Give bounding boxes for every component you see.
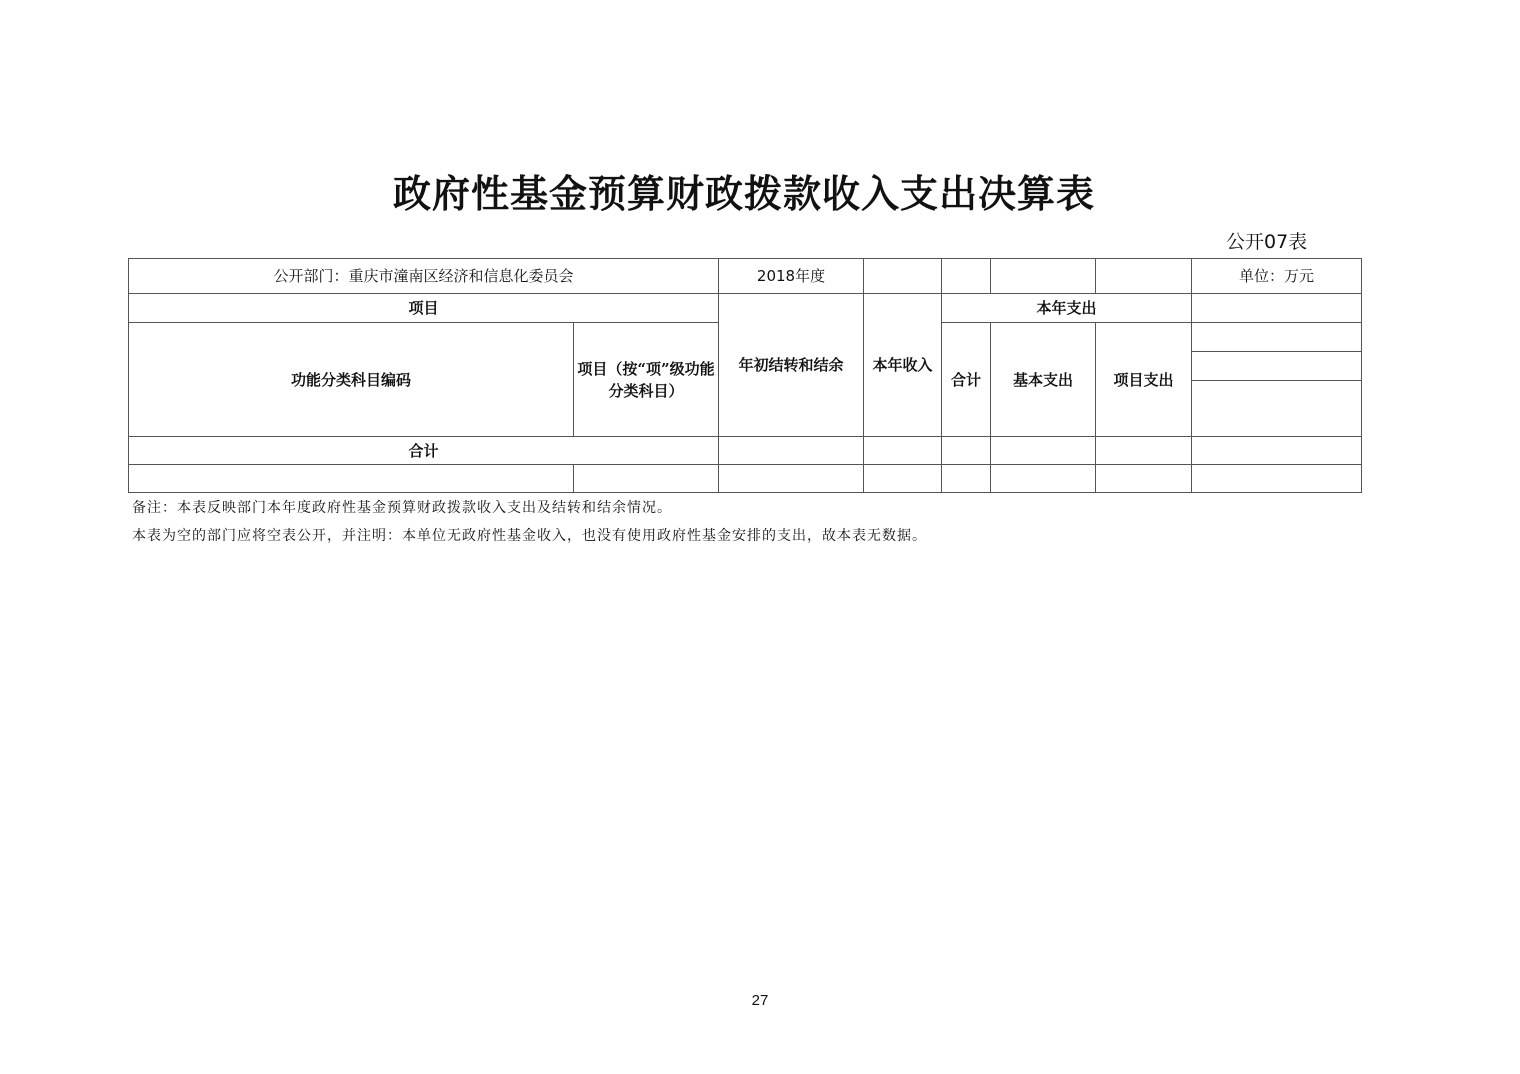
table-row (129, 465, 1362, 493)
income-header: 本年收入 (864, 294, 942, 437)
department-label: 公开部门：重庆市潼南区经济和信息化委员会 (129, 259, 719, 294)
unit-label: 单位：万元 (1192, 259, 1362, 294)
cell (1192, 352, 1362, 381)
document-title: 政府性基金预算财政拨款收入支出决算表 (392, 171, 1095, 216)
budget-table (128, 258, 1362, 493)
cell (1192, 465, 1362, 493)
header-row (129, 294, 1362, 323)
cell (942, 465, 991, 493)
cell (1096, 259, 1192, 294)
cell (1192, 437, 1362, 465)
func-code-header: 功能分类科目编码 (129, 323, 574, 437)
cell (1096, 465, 1192, 493)
project-header: 项目 (129, 294, 719, 323)
basic-expense-header: 基本支出 (991, 323, 1096, 437)
cell (1192, 294, 1362, 323)
opening-balance-header: 年初结转和结余 (719, 294, 864, 437)
cell (991, 465, 1096, 493)
cell (864, 437, 942, 465)
note-line-2: 本表为空的部门应将空表公开，并注明：本单位无政府性基金收入，也没有使用政府性基金安排的支出，故本表无数据。 (132, 528, 927, 544)
cell (942, 259, 991, 294)
header-info-row (129, 259, 1362, 294)
note-line-1: 备注：本表反映部门本年度政府性基金预算财政拨款收入支出及结转和结余情况。 (132, 500, 672, 516)
page-number: 27 (751, 992, 769, 1009)
total-row (129, 437, 1362, 465)
cell (991, 259, 1096, 294)
expense-group-header: 本年支出 (942, 294, 1192, 323)
project-expense-header: 项目支出 (1096, 323, 1192, 437)
cell (864, 259, 942, 294)
table-id-label: 公开07表 (1226, 231, 1308, 253)
year-label: 2018年度 (719, 259, 864, 294)
cell (942, 437, 991, 465)
cell (719, 437, 864, 465)
cell (1096, 437, 1192, 465)
cell (864, 465, 942, 493)
cell (991, 437, 1096, 465)
cell (1192, 323, 1362, 352)
cell (1192, 381, 1362, 437)
item-name-header: 项目（按“项”级功能分类科目） (574, 323, 719, 437)
cell (574, 465, 719, 493)
cell (129, 465, 574, 493)
expense-total-header: 合计 (942, 323, 991, 437)
cell (719, 465, 864, 493)
total-label: 合计 (129, 437, 719, 465)
